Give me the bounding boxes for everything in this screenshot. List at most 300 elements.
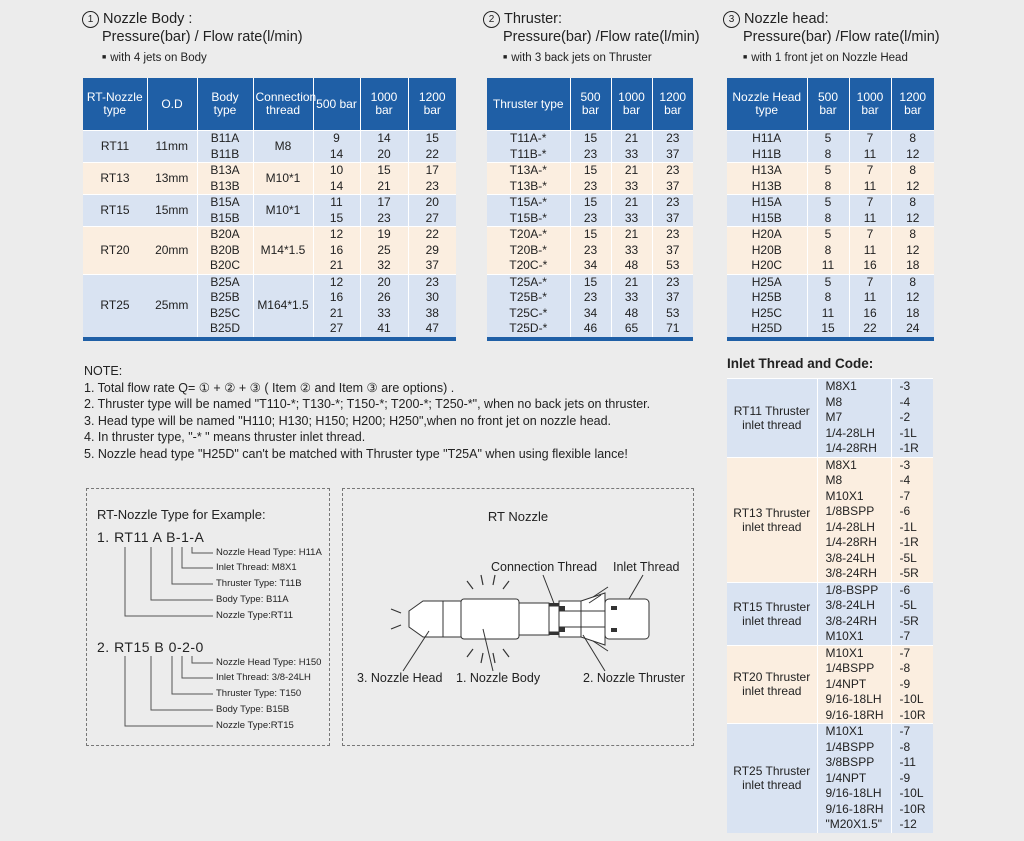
table-cell: 8: [807, 243, 849, 259]
table-row: [727, 195, 934, 211]
table-cell: M8X1: [817, 457, 891, 473]
table-cell: 3/8-24LH: [817, 598, 891, 614]
table-cell: 16: [313, 243, 360, 259]
table-cell: 15: [570, 195, 611, 211]
example-label: Body Type: B11A: [216, 594, 289, 605]
table-cell: H11A: [727, 131, 807, 147]
table-cell: H13A: [727, 163, 807, 179]
table-cell: RT13: [83, 163, 147, 195]
table-cell: -10R: [891, 802, 933, 818]
table-cell: T15B-*: [487, 211, 570, 227]
table-cell: -11: [891, 755, 933, 771]
col-header: 1200 bar: [652, 78, 693, 131]
table-cell: 15: [570, 131, 611, 147]
table-cell: 1/4-28RH: [817, 441, 891, 457]
diagram-title: RT Nozzle: [487, 509, 549, 524]
example-label: Inlet Thread: 3/8-24LH: [216, 672, 311, 683]
table-cell: H25A: [727, 274, 807, 290]
table-cell: 1/4-28RH: [817, 535, 891, 551]
table-cell: 12: [313, 274, 360, 290]
table-cell: 7: [849, 163, 891, 179]
table-cell: -12: [891, 817, 933, 833]
table-cell: B25D: [197, 321, 253, 337]
table-cell: 22: [408, 227, 456, 243]
nozzle-body-heading: 1 Nozzle Body : Pressure(bar) / Flow rate(l/min) ■ with 4 jets on Body: [82, 10, 303, 64]
table-cell: B25C: [197, 306, 253, 322]
table-cell: M8: [817, 395, 891, 411]
table-row: [727, 179, 934, 195]
table-cell: 27: [313, 321, 360, 337]
table-cell: 11mm: [147, 131, 197, 163]
example-label: Nozzle Type:RT15: [216, 720, 294, 731]
table-cell: 17: [408, 163, 456, 179]
table-cell: 8: [891, 131, 934, 147]
table-cell: B20C: [197, 258, 253, 274]
table-row: [727, 258, 934, 274]
col-header: Body type: [197, 78, 253, 131]
table-cell: 3/8BSPP: [817, 755, 891, 771]
table-cell: T25C-*: [487, 306, 570, 322]
table-row: [727, 163, 934, 179]
table-cell: RT25 Thruster inlet thread: [727, 724, 817, 833]
table-row: [727, 321, 934, 337]
table-cell: 23: [652, 227, 693, 243]
table-cell: B25A: [197, 274, 253, 290]
example-code-1: 1. RT11 A B-1-A: [97, 529, 205, 545]
table-cell: -6: [891, 582, 933, 598]
table-cell: 9/16-18LH: [817, 692, 891, 708]
table-cell: M8: [817, 473, 891, 489]
table-cell: T25D-*: [487, 321, 570, 337]
table-row: [487, 211, 693, 227]
table-row: [727, 274, 934, 290]
table-cell: M10X1: [817, 629, 891, 645]
table-cell: 21: [611, 227, 652, 243]
table-cell: 5: [807, 163, 849, 179]
inlet-table-wrap: [727, 378, 933, 833]
table-cell: 8: [891, 195, 934, 211]
table-cell: 23: [570, 243, 611, 259]
table-cell: 7: [849, 131, 891, 147]
note-item: 4. In thruster type, "-* " means thruster inlet thread.: [84, 430, 366, 444]
table-cell: 23: [570, 147, 611, 163]
table-row: [727, 306, 934, 322]
table-cell: T25A-*: [487, 274, 570, 290]
table-cell: 9/16-18RH: [817, 802, 891, 818]
table-cell: -6: [891, 504, 933, 520]
table-cell: "M20X1.5": [817, 817, 891, 833]
table-row: [83, 274, 456, 290]
table-cell: 1/8-BSPP: [817, 582, 891, 598]
table-cell: 15: [570, 227, 611, 243]
table-cell: 24: [891, 321, 934, 337]
table-cell: 12: [313, 227, 360, 243]
table-cell: 15mm: [147, 195, 197, 227]
table-cell: 21: [611, 274, 652, 290]
table-cell: 46: [570, 321, 611, 337]
nozzle-body-table: [83, 78, 456, 337]
table-cell: 33: [611, 179, 652, 195]
table-cell: 17: [360, 195, 408, 211]
table-cell: 23: [652, 274, 693, 290]
table-cell: 11: [849, 147, 891, 163]
nozzle-body-table-wrap: [83, 78, 456, 341]
table-cell: -2: [891, 410, 933, 426]
table-cell: 15: [570, 274, 611, 290]
table-row: [487, 131, 693, 147]
table-cell: 20mm: [147, 227, 197, 275]
table-cell: 25mm: [147, 274, 197, 337]
col-header: 1000 bar: [611, 78, 652, 131]
table-cell: -9: [891, 677, 933, 693]
col-header: 1000 bar: [849, 78, 891, 131]
table-cell: 11: [849, 243, 891, 259]
table-row: [487, 195, 693, 211]
table-cell: 12: [891, 290, 934, 306]
table-cell: -5L: [891, 598, 933, 614]
table-cell: M10*1: [253, 163, 313, 195]
table-row: [487, 306, 693, 322]
table-cell: 53: [652, 306, 693, 322]
table-row: [727, 227, 934, 243]
table-cell: RT15: [83, 195, 147, 227]
table-cell: -10L: [891, 786, 933, 802]
table-row: [727, 211, 934, 227]
table-row: [487, 227, 693, 243]
table-cell: B15A: [197, 195, 253, 211]
table-cell: 33: [360, 306, 408, 322]
table-cell: 21: [611, 163, 652, 179]
table-cell: -4: [891, 473, 933, 489]
table-cell: M8X1: [817, 379, 891, 395]
table-cell: 23: [652, 195, 693, 211]
table-row: [487, 274, 693, 290]
table-cell: 16: [849, 306, 891, 322]
table-cell: 41: [360, 321, 408, 337]
table-cell: M10X1: [817, 489, 891, 505]
nozzle-drawing: [343, 489, 693, 745]
table-cell: 5: [807, 227, 849, 243]
table-cell: T11B-*: [487, 147, 570, 163]
table-cell: 19: [360, 227, 408, 243]
table-bottom-bar: [727, 337, 934, 341]
table-row: [727, 147, 934, 163]
table-cell: 8: [807, 211, 849, 227]
table-cell: RT11 Thruster inlet thread: [727, 379, 817, 458]
table-row: [727, 290, 934, 306]
table-cell: 11: [849, 290, 891, 306]
table-row: [83, 227, 456, 243]
table-cell: T11A-*: [487, 131, 570, 147]
table-cell: 30: [408, 290, 456, 306]
table-cell: T25B-*: [487, 290, 570, 306]
table-cell: H25D: [727, 321, 807, 337]
label-nozzle-body: 1. Nozzle Body: [456, 671, 541, 685]
table-cell: B15B: [197, 211, 253, 227]
table-cell: 7: [849, 227, 891, 243]
table-cell: 8: [891, 274, 934, 290]
table-cell: 3/8-24RH: [817, 614, 891, 630]
table-row: [83, 131, 456, 147]
table-cell: 11: [807, 306, 849, 322]
col-header: Nozzle Head type: [727, 78, 807, 131]
table-cell: 15: [408, 131, 456, 147]
table-cell: 20: [360, 147, 408, 163]
table-row: [487, 179, 693, 195]
table-cell: M10X1: [817, 645, 891, 661]
table-cell: 47: [408, 321, 456, 337]
table-cell: H11B: [727, 147, 807, 163]
table-bottom-bar: [487, 337, 693, 341]
table-cell: 37: [652, 211, 693, 227]
table-cell: 1/4-28LH: [817, 426, 891, 442]
notes-heading: NOTE:: [84, 364, 123, 378]
table-cell: RT20 Thruster inlet thread: [727, 645, 817, 724]
table-cell: -5R: [891, 566, 933, 582]
table-cell: T20C-*: [487, 258, 570, 274]
col-header: O.D: [147, 78, 197, 131]
table-cell: 48: [611, 258, 652, 274]
table-cell: 18: [891, 258, 934, 274]
table-row: [727, 724, 933, 740]
table-cell: T15A-*: [487, 195, 570, 211]
table-cell: 15: [807, 321, 849, 337]
table-cell: 65: [611, 321, 652, 337]
table-cell: 20: [360, 274, 408, 290]
table-row: [83, 195, 456, 211]
table-cell: 1/4BSPP: [817, 661, 891, 677]
table-cell: H13B: [727, 179, 807, 195]
table-cell: 8: [807, 179, 849, 195]
table-cell: -7: [891, 724, 933, 740]
table-cell: M10*1: [253, 195, 313, 227]
table-cell: -8: [891, 661, 933, 677]
table-row: [727, 645, 933, 661]
table-row: [83, 163, 456, 179]
table-cell: 23: [570, 211, 611, 227]
table-cell: 12: [891, 243, 934, 259]
col-header: 500 bar: [313, 78, 360, 131]
table-cell: 11: [849, 179, 891, 195]
table-cell: 12: [891, 211, 934, 227]
table-cell: -1L: [891, 426, 933, 442]
table-row: [727, 131, 934, 147]
note-item: 5. Nozzle head type "H25D" can't be matched with Thruster type "T25A" when using flexible lance!: [84, 446, 628, 461]
table-cell: 37: [408, 258, 456, 274]
table-cell: 21: [611, 131, 652, 147]
table-cell: B13A: [197, 163, 253, 179]
table-cell: 8: [807, 147, 849, 163]
label-nozzle-thruster: 2. Nozzle Thruster: [583, 671, 685, 685]
table-cell: 8: [891, 163, 934, 179]
table-cell: 8: [807, 290, 849, 306]
col-header: 1000 bar: [360, 78, 408, 131]
table-cell: RT13 Thruster inlet thread: [727, 457, 817, 582]
table-cell: 33: [611, 290, 652, 306]
table-cell: 71: [652, 321, 693, 337]
col-header: Thruster type: [487, 78, 570, 131]
table-row: [727, 457, 933, 473]
table-cell: RT11: [83, 131, 147, 163]
table-cell: -8: [891, 740, 933, 756]
table-cell: 23: [408, 274, 456, 290]
table-row: [487, 290, 693, 306]
table-cell: 34: [570, 258, 611, 274]
table-cell: 48: [611, 306, 652, 322]
note-item: 3. Head type will be named "H110; H130; H150; H200; H250",when no front jet on nozzle head.: [84, 413, 612, 428]
table-cell: 1/4NPT: [817, 771, 891, 787]
table-bottom-bar: [83, 337, 456, 341]
table-cell: 5: [807, 274, 849, 290]
table-cell: 3/8-24RH: [817, 566, 891, 582]
table-cell: 20: [408, 195, 456, 211]
table-cell: M14*1.5: [253, 227, 313, 275]
table-cell: M8: [253, 131, 313, 163]
table-cell: 33: [611, 147, 652, 163]
table-cell: 11: [313, 195, 360, 211]
type-example-box: [86, 488, 330, 746]
table-cell: 12: [891, 179, 934, 195]
table-cell: 8: [891, 227, 934, 243]
inlet-thread-title: Inlet Thread and Code:: [727, 356, 874, 371]
example-label: Thruster Type: T11B: [216, 578, 302, 589]
table-cell: 14: [360, 131, 408, 147]
table-cell: 37: [652, 147, 693, 163]
col-header: 500 bar: [807, 78, 849, 131]
table-cell: 9: [313, 131, 360, 147]
table-cell: 37: [652, 179, 693, 195]
col-header: 500 bar: [570, 78, 611, 131]
table-cell: T13B-*: [487, 179, 570, 195]
table-cell: 14: [313, 147, 360, 163]
table-cell: -5L: [891, 551, 933, 567]
col-header: RT-Nozzle type: [83, 78, 147, 131]
table-cell: 1/4-28LH: [817, 520, 891, 536]
table-cell: 5: [807, 195, 849, 211]
col-header: Connection thread: [253, 78, 313, 131]
table-cell: 9/16-18RH: [817, 708, 891, 724]
col-header: 1200 bar: [408, 78, 456, 131]
table-cell: -4: [891, 395, 933, 411]
example-label: Nozzle Type:RT11: [216, 610, 294, 621]
example-title: RT-Nozzle Type for Example:: [97, 507, 266, 522]
table-cell: T13A-*: [487, 163, 570, 179]
table-cell: H15B: [727, 211, 807, 227]
table-cell: 3/8-24LH: [817, 551, 891, 567]
table-cell: -7: [891, 645, 933, 661]
nozzle-head-table-wrap: [727, 78, 934, 341]
example-code-2: 2. RT15 B 0-2-0: [97, 639, 204, 655]
table-cell: 7: [849, 195, 891, 211]
table-cell: 13mm: [147, 163, 197, 195]
table-cell: 53: [652, 258, 693, 274]
table-cell: 23: [408, 179, 456, 195]
example-label: Thruster Type: T150: [216, 688, 302, 699]
table-cell: H15A: [727, 195, 807, 211]
table-cell: 21: [313, 306, 360, 322]
table-cell: RT15 Thruster inlet thread: [727, 582, 817, 645]
table-cell: 22: [849, 321, 891, 337]
table-cell: 26: [360, 290, 408, 306]
table-row: [487, 147, 693, 163]
table-cell: 15: [570, 163, 611, 179]
table-cell: 1/4NPT: [817, 677, 891, 693]
table-cell: T20A-*: [487, 227, 570, 243]
table-cell: 15: [360, 163, 408, 179]
table-cell: B11B: [197, 147, 253, 163]
table-cell: 1/8BSPP: [817, 504, 891, 520]
table-row: [727, 582, 933, 598]
rt-nozzle-diagram-box: [342, 488, 694, 746]
table-cell: 34: [570, 306, 611, 322]
table-row: [727, 379, 933, 395]
table-cell: B25B: [197, 290, 253, 306]
table-cell: 33: [611, 211, 652, 227]
table-cell: RT25: [83, 274, 147, 337]
table-cell: -10L: [891, 692, 933, 708]
table-cell: -9: [891, 771, 933, 787]
table-cell: 12: [891, 147, 934, 163]
table-cell: M10X1: [817, 724, 891, 740]
note-item: 2. Thruster type will be named "T110-*; T130-*; T150-*; T200-*; T250-*", when no back jets on thruster.: [84, 397, 651, 411]
table-cell: 15: [313, 211, 360, 227]
table-cell: 18: [891, 306, 934, 322]
table-cell: -10R: [891, 708, 933, 724]
table-cell: 37: [652, 243, 693, 259]
table-cell: 14: [313, 179, 360, 195]
table-cell: 27: [408, 211, 456, 227]
table-cell: 23: [652, 131, 693, 147]
table-cell: 25: [360, 243, 408, 259]
nozzle-head-heading: 3 Nozzle head: Pressure(bar) /Flow rate(l/min) ■ with 1 front jet on Nozzle Head: [723, 10, 940, 64]
table-row: [487, 163, 693, 179]
table-cell: -5R: [891, 614, 933, 630]
table-cell: 21: [611, 195, 652, 211]
note-item: 1. Total flow rate Q= ① + ② + ③ ( Item ② and Item ③ are options) .: [84, 380, 455, 395]
table-cell: -7: [891, 489, 933, 505]
table-cell: 22: [408, 147, 456, 163]
table-cell: B20B: [197, 243, 253, 259]
example-label: Nozzle Head Type: H150: [216, 657, 322, 668]
table-cell: 16: [849, 258, 891, 274]
table-cell: 21: [313, 258, 360, 274]
table-cell: 11: [849, 211, 891, 227]
table-cell: B20A: [197, 227, 253, 243]
thruster-table: [487, 78, 693, 337]
label-connection-thread: Connection Thread: [491, 560, 598, 574]
nozzle-head-table: [727, 78, 934, 337]
table-cell: 29: [408, 243, 456, 259]
thruster-heading: 2 Thruster: Pressure(bar) /Flow rate(l/min) ■ with 3 back jets on Thruster: [483, 10, 700, 64]
table-row: [487, 258, 693, 274]
table-cell: 23: [570, 179, 611, 195]
notes: [84, 363, 714, 462]
table-cell: M164*1.5: [253, 274, 313, 337]
table-cell: -3: [891, 379, 933, 395]
table-cell: -7: [891, 629, 933, 645]
thruster-table-wrap: [487, 78, 693, 341]
table-cell: 37: [652, 290, 693, 306]
table-cell: H25C: [727, 306, 807, 322]
table-cell: 33: [611, 243, 652, 259]
table-cell: H20A: [727, 227, 807, 243]
table-cell: H25B: [727, 290, 807, 306]
example-label: Nozzle Head Type: H11A: [216, 547, 322, 558]
table-cell: 23: [570, 290, 611, 306]
col-header: 1200 bar: [891, 78, 934, 131]
table-cell: RT20: [83, 227, 147, 275]
table-cell: 32: [360, 258, 408, 274]
